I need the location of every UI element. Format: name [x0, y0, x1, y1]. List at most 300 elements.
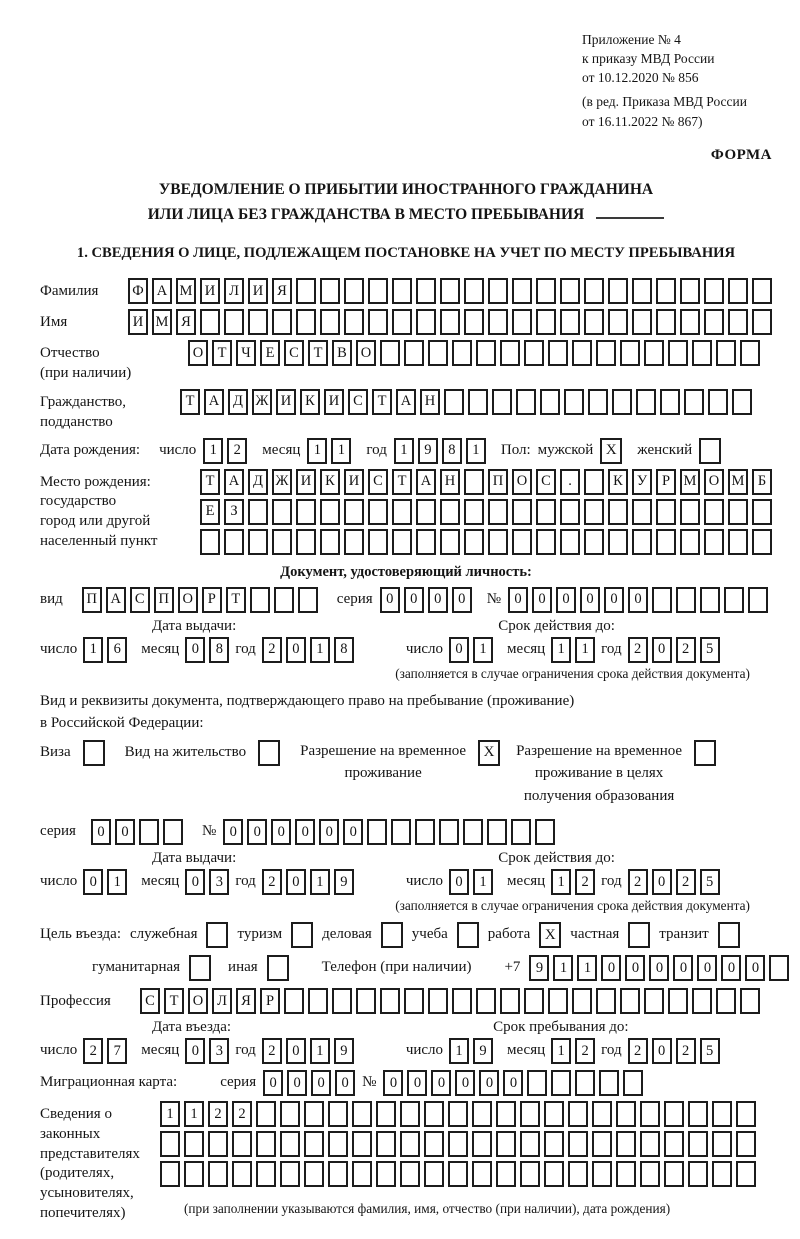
birth-place-cell[interactable] [464, 469, 484, 495]
purpose-humanitarian-checkbox[interactable] [189, 955, 211, 981]
profession-cell[interactable] [452, 988, 472, 1014]
stay-month-cell[interactable]: 2 [575, 1038, 595, 1064]
guardian-cell[interactable] [280, 1161, 300, 1187]
rvp-number-cell[interactable]: 0 [271, 819, 291, 845]
birth-place-cell[interactable]: . [560, 469, 580, 495]
guardian-cell[interactable] [160, 1131, 180, 1157]
purpose-official-checkbox[interactable] [206, 922, 228, 948]
surname-cell[interactable] [440, 278, 460, 304]
doc-valid-year-cell[interactable]: 2 [676, 637, 696, 663]
birth-place-cell[interactable] [680, 499, 700, 525]
guardian-cell[interactable] [424, 1161, 444, 1187]
mc-number-cell[interactable] [575, 1070, 595, 1096]
doc-valid-year-cell[interactable]: 0 [652, 637, 672, 663]
doc-valid-year-cell[interactable]: 2 [628, 637, 648, 663]
birth-place-cell[interactable] [608, 529, 628, 555]
edu-permit-checkbox[interactable] [694, 740, 716, 766]
birth-place-cell[interactable]: Р [656, 469, 676, 495]
guardian-cell[interactable] [304, 1161, 324, 1187]
doc-series-cell[interactable]: 0 [404, 587, 424, 613]
guardian-cell[interactable] [592, 1101, 612, 1127]
birth-place-cell[interactable] [464, 529, 484, 555]
surname-cell[interactable] [296, 278, 316, 304]
profession-cell[interactable] [380, 988, 400, 1014]
rvp-valid-month-cell[interactable]: 1 [551, 869, 571, 895]
doc-type-cell[interactable]: О [178, 587, 198, 613]
rvp-issue-year-cell[interactable]: 2 [262, 869, 282, 895]
patronymic-cell[interactable]: Ч [236, 340, 256, 366]
rvp-valid-year-cell[interactable]: 2 [628, 869, 648, 895]
mc-number-cell[interactable]: 0 [455, 1070, 475, 1096]
name-cell[interactable]: И [128, 309, 148, 335]
guardian-cell[interactable] [544, 1101, 564, 1127]
stay-year-cell[interactable]: 5 [700, 1038, 720, 1064]
birth-place-cell[interactable] [656, 529, 676, 555]
patronymic-cell[interactable]: О [188, 340, 208, 366]
citizenship-cell[interactable]: К [300, 389, 320, 415]
birth-day-cell[interactable]: 2 [227, 438, 247, 464]
name-cell[interactable] [224, 309, 244, 335]
doc-number-cell[interactable] [700, 587, 720, 613]
surname-cell[interactable]: И [200, 278, 220, 304]
stay-day-cell[interactable]: 9 [473, 1038, 493, 1064]
guardian-cell[interactable] [616, 1131, 636, 1157]
guardian-cell[interactable] [640, 1101, 660, 1127]
birth-place-cell[interactable]: И [296, 469, 316, 495]
rvp-issue-year-cell[interactable]: 1 [310, 869, 330, 895]
doc-issue-month-cell[interactable]: 8 [209, 637, 229, 663]
entry-month-cell[interactable]: 0 [185, 1038, 205, 1064]
guardian-cell[interactable] [256, 1101, 276, 1127]
sex-male-checkbox[interactable]: X [600, 438, 622, 464]
rvp-issue-day-cell[interactable]: 0 [83, 869, 103, 895]
doc-number-cell[interactable] [676, 587, 696, 613]
doc-type-cell[interactable]: П [154, 587, 174, 613]
profession-cell[interactable] [620, 988, 640, 1014]
birth-place-cell[interactable]: О [704, 469, 724, 495]
guardian-cell[interactable] [568, 1131, 588, 1157]
phone-cell[interactable] [769, 955, 789, 981]
rvp-number-cell[interactable]: 0 [319, 819, 339, 845]
rvp-series-cell[interactable]: 0 [91, 819, 111, 845]
citizenship-cell[interactable] [684, 389, 704, 415]
name-cell[interactable] [584, 309, 604, 335]
name-cell[interactable] [200, 309, 220, 335]
birth-place-cell[interactable]: С [536, 469, 556, 495]
birth-place-cell[interactable] [224, 529, 244, 555]
birth-place-cell[interactable]: М [728, 469, 748, 495]
purpose-business-checkbox[interactable] [381, 922, 403, 948]
rvp-valid-day-cell[interactable]: 1 [473, 869, 493, 895]
guardian-cell[interactable] [520, 1101, 540, 1127]
name-cell[interactable] [344, 309, 364, 335]
guardian-cell[interactable] [160, 1161, 180, 1187]
patronymic-cell[interactable] [596, 340, 616, 366]
birth-place-cell[interactable] [608, 499, 628, 525]
doc-number-cell[interactable]: 0 [604, 587, 624, 613]
guardian-cell[interactable] [352, 1131, 372, 1157]
guardian-cell[interactable] [280, 1101, 300, 1127]
birth-year-cell[interactable]: 1 [394, 438, 414, 464]
rvp-valid-year-cell[interactable]: 0 [652, 869, 672, 895]
rvp-issue-month-cell[interactable]: 0 [185, 869, 205, 895]
entry-month-cell[interactable]: 3 [209, 1038, 229, 1064]
phone-cell[interactable]: 0 [745, 955, 765, 981]
citizenship-cell[interactable]: А [396, 389, 416, 415]
birth-place-cell[interactable]: О [512, 469, 532, 495]
citizenship-cell[interactable]: Н [420, 389, 440, 415]
doc-issue-month-cell[interactable]: 0 [185, 637, 205, 663]
surname-cell[interactable] [512, 278, 532, 304]
surname-cell[interactable]: Л [224, 278, 244, 304]
name-cell[interactable]: Я [176, 309, 196, 335]
mc-number-cell[interactable]: 0 [407, 1070, 427, 1096]
birth-place-cell[interactable] [464, 499, 484, 525]
birth-place-cell[interactable] [344, 529, 364, 555]
birth-place-cell[interactable] [200, 529, 220, 555]
citizenship-cell[interactable]: И [276, 389, 296, 415]
patronymic-cell[interactable]: О [356, 340, 376, 366]
stay-year-cell[interactable]: 2 [676, 1038, 696, 1064]
birth-place-cell[interactable] [512, 499, 532, 525]
profession-cell[interactable] [524, 988, 544, 1014]
guardian-cell[interactable] [448, 1131, 468, 1157]
rvp-valid-year-cell[interactable]: 5 [700, 869, 720, 895]
birth-place-cell[interactable] [248, 529, 268, 555]
phone-cell[interactable]: 9 [529, 955, 549, 981]
surname-cell[interactable] [392, 278, 412, 304]
guardian-cell[interactable] [568, 1101, 588, 1127]
guardian-cell[interactable] [616, 1101, 636, 1127]
guardian-cell[interactable] [472, 1131, 492, 1157]
guardian-cell[interactable] [232, 1161, 252, 1187]
doc-type-cell[interactable]: А [106, 587, 126, 613]
birth-place-cell[interactable]: И [344, 469, 364, 495]
doc-number-cell[interactable]: 0 [556, 587, 576, 613]
patronymic-cell[interactable]: В [332, 340, 352, 366]
birth-place-cell[interactable]: З [224, 499, 244, 525]
rvp-number-cell[interactable] [511, 819, 531, 845]
guardian-cell[interactable] [472, 1101, 492, 1127]
surname-cell[interactable]: И [248, 278, 268, 304]
birth-place-cell[interactable] [560, 499, 580, 525]
patronymic-cell[interactable] [668, 340, 688, 366]
doc-type-cell[interactable]: П [82, 587, 102, 613]
birth-place-cell[interactable] [320, 529, 340, 555]
guardian-cell[interactable] [496, 1161, 516, 1187]
rvp-number-cell[interactable]: 0 [295, 819, 315, 845]
guardian-cell[interactable] [520, 1131, 540, 1157]
citizenship-cell[interactable] [468, 389, 488, 415]
entry-year-cell[interactable]: 9 [334, 1038, 354, 1064]
citizenship-cell[interactable] [660, 389, 680, 415]
doc-valid-day-cell[interactable]: 1 [473, 637, 493, 663]
rvp-number-cell[interactable] [463, 819, 483, 845]
surname-cell[interactable] [488, 278, 508, 304]
patronymic-cell[interactable] [716, 340, 736, 366]
surname-cell[interactable] [704, 278, 724, 304]
birth-place-cell[interactable] [272, 499, 292, 525]
profession-cell[interactable] [572, 988, 592, 1014]
citizenship-cell[interactable] [732, 389, 752, 415]
birth-place-cell[interactable] [296, 499, 316, 525]
rvp-number-cell[interactable]: 0 [223, 819, 243, 845]
patronymic-cell[interactable] [740, 340, 760, 366]
patronymic-cell[interactable] [692, 340, 712, 366]
surname-cell[interactable]: Ф [128, 278, 148, 304]
doc-number-cell[interactable] [724, 587, 744, 613]
entry-year-cell[interactable]: 2 [262, 1038, 282, 1064]
guardian-cell[interactable] [664, 1131, 684, 1157]
profession-cell[interactable] [308, 988, 328, 1014]
birth-place-cell[interactable] [752, 529, 772, 555]
birth-year-cell[interactable]: 9 [418, 438, 438, 464]
patronymic-cell[interactable] [404, 340, 424, 366]
doc-valid-day-cell[interactable]: 0 [449, 637, 469, 663]
patronymic-cell[interactable] [452, 340, 472, 366]
doc-number-cell[interactable]: 0 [628, 587, 648, 613]
temp-permit-checkbox[interactable]: X [478, 740, 500, 766]
patronymic-cell[interactable]: Е [260, 340, 280, 366]
guardian-cell[interactable] [496, 1131, 516, 1157]
purpose-private-checkbox[interactable] [628, 922, 650, 948]
birth-place-cell[interactable] [368, 499, 388, 525]
guardian-cell[interactable] [448, 1101, 468, 1127]
name-cell[interactable] [752, 309, 772, 335]
birth-place-cell[interactable] [656, 499, 676, 525]
rvp-number-cell[interactable] [415, 819, 435, 845]
citizenship-cell[interactable] [612, 389, 632, 415]
profession-cell[interactable] [740, 988, 760, 1014]
guardian-cell[interactable] [592, 1161, 612, 1187]
guardian-cell[interactable]: 2 [232, 1101, 252, 1127]
guardian-cell[interactable] [184, 1161, 204, 1187]
doc-type-cell[interactable]: Т [226, 587, 246, 613]
citizenship-cell[interactable] [444, 389, 464, 415]
citizenship-cell[interactable]: Т [180, 389, 200, 415]
birth-place-cell[interactable] [392, 499, 412, 525]
rvp-number-cell[interactable] [391, 819, 411, 845]
birth-place-cell[interactable] [392, 529, 412, 555]
name-cell[interactable] [488, 309, 508, 335]
name-cell[interactable] [632, 309, 652, 335]
entry-year-cell[interactable]: 1 [310, 1038, 330, 1064]
visa-checkbox[interactable] [83, 740, 105, 766]
guardian-cell[interactable] [472, 1161, 492, 1187]
birth-place-cell[interactable] [680, 529, 700, 555]
rvp-number-cell[interactable] [535, 819, 555, 845]
citizenship-cell[interactable] [588, 389, 608, 415]
name-cell[interactable] [368, 309, 388, 335]
mc-series-cell[interactable]: 0 [263, 1070, 283, 1096]
birth-place-cell[interactable]: Н [440, 469, 460, 495]
profession-cell[interactable] [716, 988, 736, 1014]
sex-female-checkbox[interactable] [699, 438, 721, 464]
guardian-cell[interactable]: 1 [160, 1101, 180, 1127]
citizenship-cell[interactable]: А [204, 389, 224, 415]
guardian-cell[interactable] [736, 1161, 756, 1187]
birth-place-cell[interactable] [584, 529, 604, 555]
birth-place-cell[interactable] [704, 499, 724, 525]
phone-cell[interactable]: 1 [553, 955, 573, 981]
birth-place-cell[interactable]: С [368, 469, 388, 495]
patronymic-cell[interactable]: Т [212, 340, 232, 366]
doc-type-cell[interactable]: Р [202, 587, 222, 613]
citizenship-cell[interactable] [708, 389, 728, 415]
purpose-other-checkbox[interactable] [267, 955, 289, 981]
guardian-cell[interactable]: 1 [184, 1101, 204, 1127]
guardian-cell[interactable] [736, 1131, 756, 1157]
birth-month-cell[interactable]: 1 [331, 438, 351, 464]
patronymic-cell[interactable] [524, 340, 544, 366]
birth-place-cell[interactable] [632, 499, 652, 525]
surname-cell[interactable] [632, 278, 652, 304]
surname-cell[interactable] [680, 278, 700, 304]
guardian-cell[interactable] [664, 1161, 684, 1187]
name-cell[interactable] [728, 309, 748, 335]
mc-number-cell[interactable] [551, 1070, 571, 1096]
birth-place-cell[interactable]: Т [200, 469, 220, 495]
birth-place-cell[interactable]: У [632, 469, 652, 495]
surname-cell[interactable]: А [152, 278, 172, 304]
purpose-transit-checkbox[interactable] [718, 922, 740, 948]
birth-place-cell[interactable]: К [320, 469, 340, 495]
guardian-cell[interactable] [376, 1101, 396, 1127]
citizenship-cell[interactable] [492, 389, 512, 415]
guardian-cell[interactable] [184, 1131, 204, 1157]
doc-valid-year-cell[interactable]: 5 [700, 637, 720, 663]
surname-cell[interactable] [416, 278, 436, 304]
purpose-tourism-checkbox[interactable] [291, 922, 313, 948]
guardian-cell[interactable] [712, 1131, 732, 1157]
profession-cell[interactable] [356, 988, 376, 1014]
birth-year-cell[interactable]: 1 [466, 438, 486, 464]
birth-place-cell[interactable]: Д [248, 469, 268, 495]
name-cell[interactable] [464, 309, 484, 335]
residence-permit-checkbox[interactable] [258, 740, 280, 766]
birth-place-cell[interactable] [728, 529, 748, 555]
birth-place-cell[interactable] [416, 499, 436, 525]
surname-cell[interactable] [752, 278, 772, 304]
mc-number-cell[interactable] [599, 1070, 619, 1096]
rvp-number-cell[interactable] [487, 819, 507, 845]
mc-series-cell[interactable]: 0 [335, 1070, 355, 1096]
stay-year-cell[interactable]: 0 [652, 1038, 672, 1064]
name-cell[interactable] [560, 309, 580, 335]
purpose-work-checkbox[interactable]: X [539, 922, 561, 948]
rvp-issue-year-cell[interactable]: 0 [286, 869, 306, 895]
mc-number-cell[interactable]: 0 [503, 1070, 523, 1096]
name-cell[interactable] [536, 309, 556, 335]
guardian-cell[interactable] [568, 1161, 588, 1187]
profession-cell[interactable] [548, 988, 568, 1014]
doc-valid-month-cell[interactable]: 1 [551, 637, 571, 663]
surname-cell[interactable] [368, 278, 388, 304]
mc-number-cell[interactable]: 0 [479, 1070, 499, 1096]
guardian-cell[interactable] [688, 1161, 708, 1187]
guardian-cell[interactable] [616, 1161, 636, 1187]
profession-cell[interactable]: О [188, 988, 208, 1014]
doc-issue-year-cell[interactable]: 1 [310, 637, 330, 663]
guardian-cell[interactable] [592, 1131, 612, 1157]
rvp-issue-year-cell[interactable]: 9 [334, 869, 354, 895]
birth-day-cell[interactable]: 1 [203, 438, 223, 464]
surname-cell[interactable]: М [176, 278, 196, 304]
birth-place-cell[interactable] [296, 529, 316, 555]
guardian-cell[interactable] [208, 1161, 228, 1187]
citizenship-cell[interactable] [516, 389, 536, 415]
entry-day-cell[interactable]: 2 [83, 1038, 103, 1064]
guardian-cell[interactable] [256, 1131, 276, 1157]
doc-number-cell[interactable]: 0 [508, 587, 528, 613]
rvp-valid-day-cell[interactable]: 0 [449, 869, 469, 895]
entry-day-cell[interactable]: 7 [107, 1038, 127, 1064]
citizenship-cell[interactable] [636, 389, 656, 415]
name-cell[interactable] [416, 309, 436, 335]
doc-issue-year-cell[interactable]: 2 [262, 637, 282, 663]
surname-cell[interactable] [656, 278, 676, 304]
citizenship-cell[interactable]: Т [372, 389, 392, 415]
doc-issue-year-cell[interactable]: 0 [286, 637, 306, 663]
guardian-cell[interactable] [424, 1101, 444, 1127]
doc-number-cell[interactable]: 0 [580, 587, 600, 613]
birth-place-cell[interactable] [488, 499, 508, 525]
surname-cell[interactable] [584, 278, 604, 304]
profession-cell[interactable]: Т [164, 988, 184, 1014]
birth-place-cell[interactable] [272, 529, 292, 555]
rvp-series-cell[interactable]: 0 [115, 819, 135, 845]
rvp-number-cell[interactable]: 0 [247, 819, 267, 845]
profession-cell[interactable] [500, 988, 520, 1014]
birth-place-cell[interactable] [512, 529, 532, 555]
guardian-cell[interactable] [712, 1101, 732, 1127]
guardian-cell[interactable] [496, 1101, 516, 1127]
birth-place-cell[interactable] [752, 499, 772, 525]
guardian-cell[interactable] [256, 1161, 276, 1187]
doc-type-cell[interactable] [250, 587, 270, 613]
guardian-cell[interactable] [688, 1131, 708, 1157]
guardian-cell[interactable] [328, 1161, 348, 1187]
doc-valid-month-cell[interactable]: 1 [575, 637, 595, 663]
mc-number-cell[interactable] [527, 1070, 547, 1096]
profession-cell[interactable]: Л [212, 988, 232, 1014]
stay-month-cell[interactable]: 1 [551, 1038, 571, 1064]
doc-type-cell[interactable]: С [130, 587, 150, 613]
profession-cell[interactable] [476, 988, 496, 1014]
guardian-cell[interactable] [328, 1101, 348, 1127]
birth-place-cell[interactable]: Б [752, 469, 772, 495]
guardian-cell[interactable] [400, 1161, 420, 1187]
birth-place-cell[interactable] [440, 499, 460, 525]
birth-place-cell[interactable] [728, 499, 748, 525]
name-cell[interactable] [704, 309, 724, 335]
name-cell[interactable] [272, 309, 292, 335]
doc-type-cell[interactable] [298, 587, 318, 613]
guardian-cell[interactable] [712, 1161, 732, 1187]
birth-place-cell[interactable] [440, 529, 460, 555]
birth-month-cell[interactable]: 1 [307, 438, 327, 464]
profession-cell[interactable]: Р [260, 988, 280, 1014]
guardian-cell[interactable] [544, 1161, 564, 1187]
birth-place-cell[interactable]: Т [392, 469, 412, 495]
patronymic-cell[interactable] [428, 340, 448, 366]
phone-cell[interactable]: 1 [577, 955, 597, 981]
guardian-cell[interactable] [448, 1161, 468, 1187]
doc-issue-day-cell[interactable]: 6 [107, 637, 127, 663]
guardian-cell[interactable] [688, 1101, 708, 1127]
doc-issue-year-cell[interactable]: 8 [334, 637, 354, 663]
surname-cell[interactable]: Я [272, 278, 292, 304]
